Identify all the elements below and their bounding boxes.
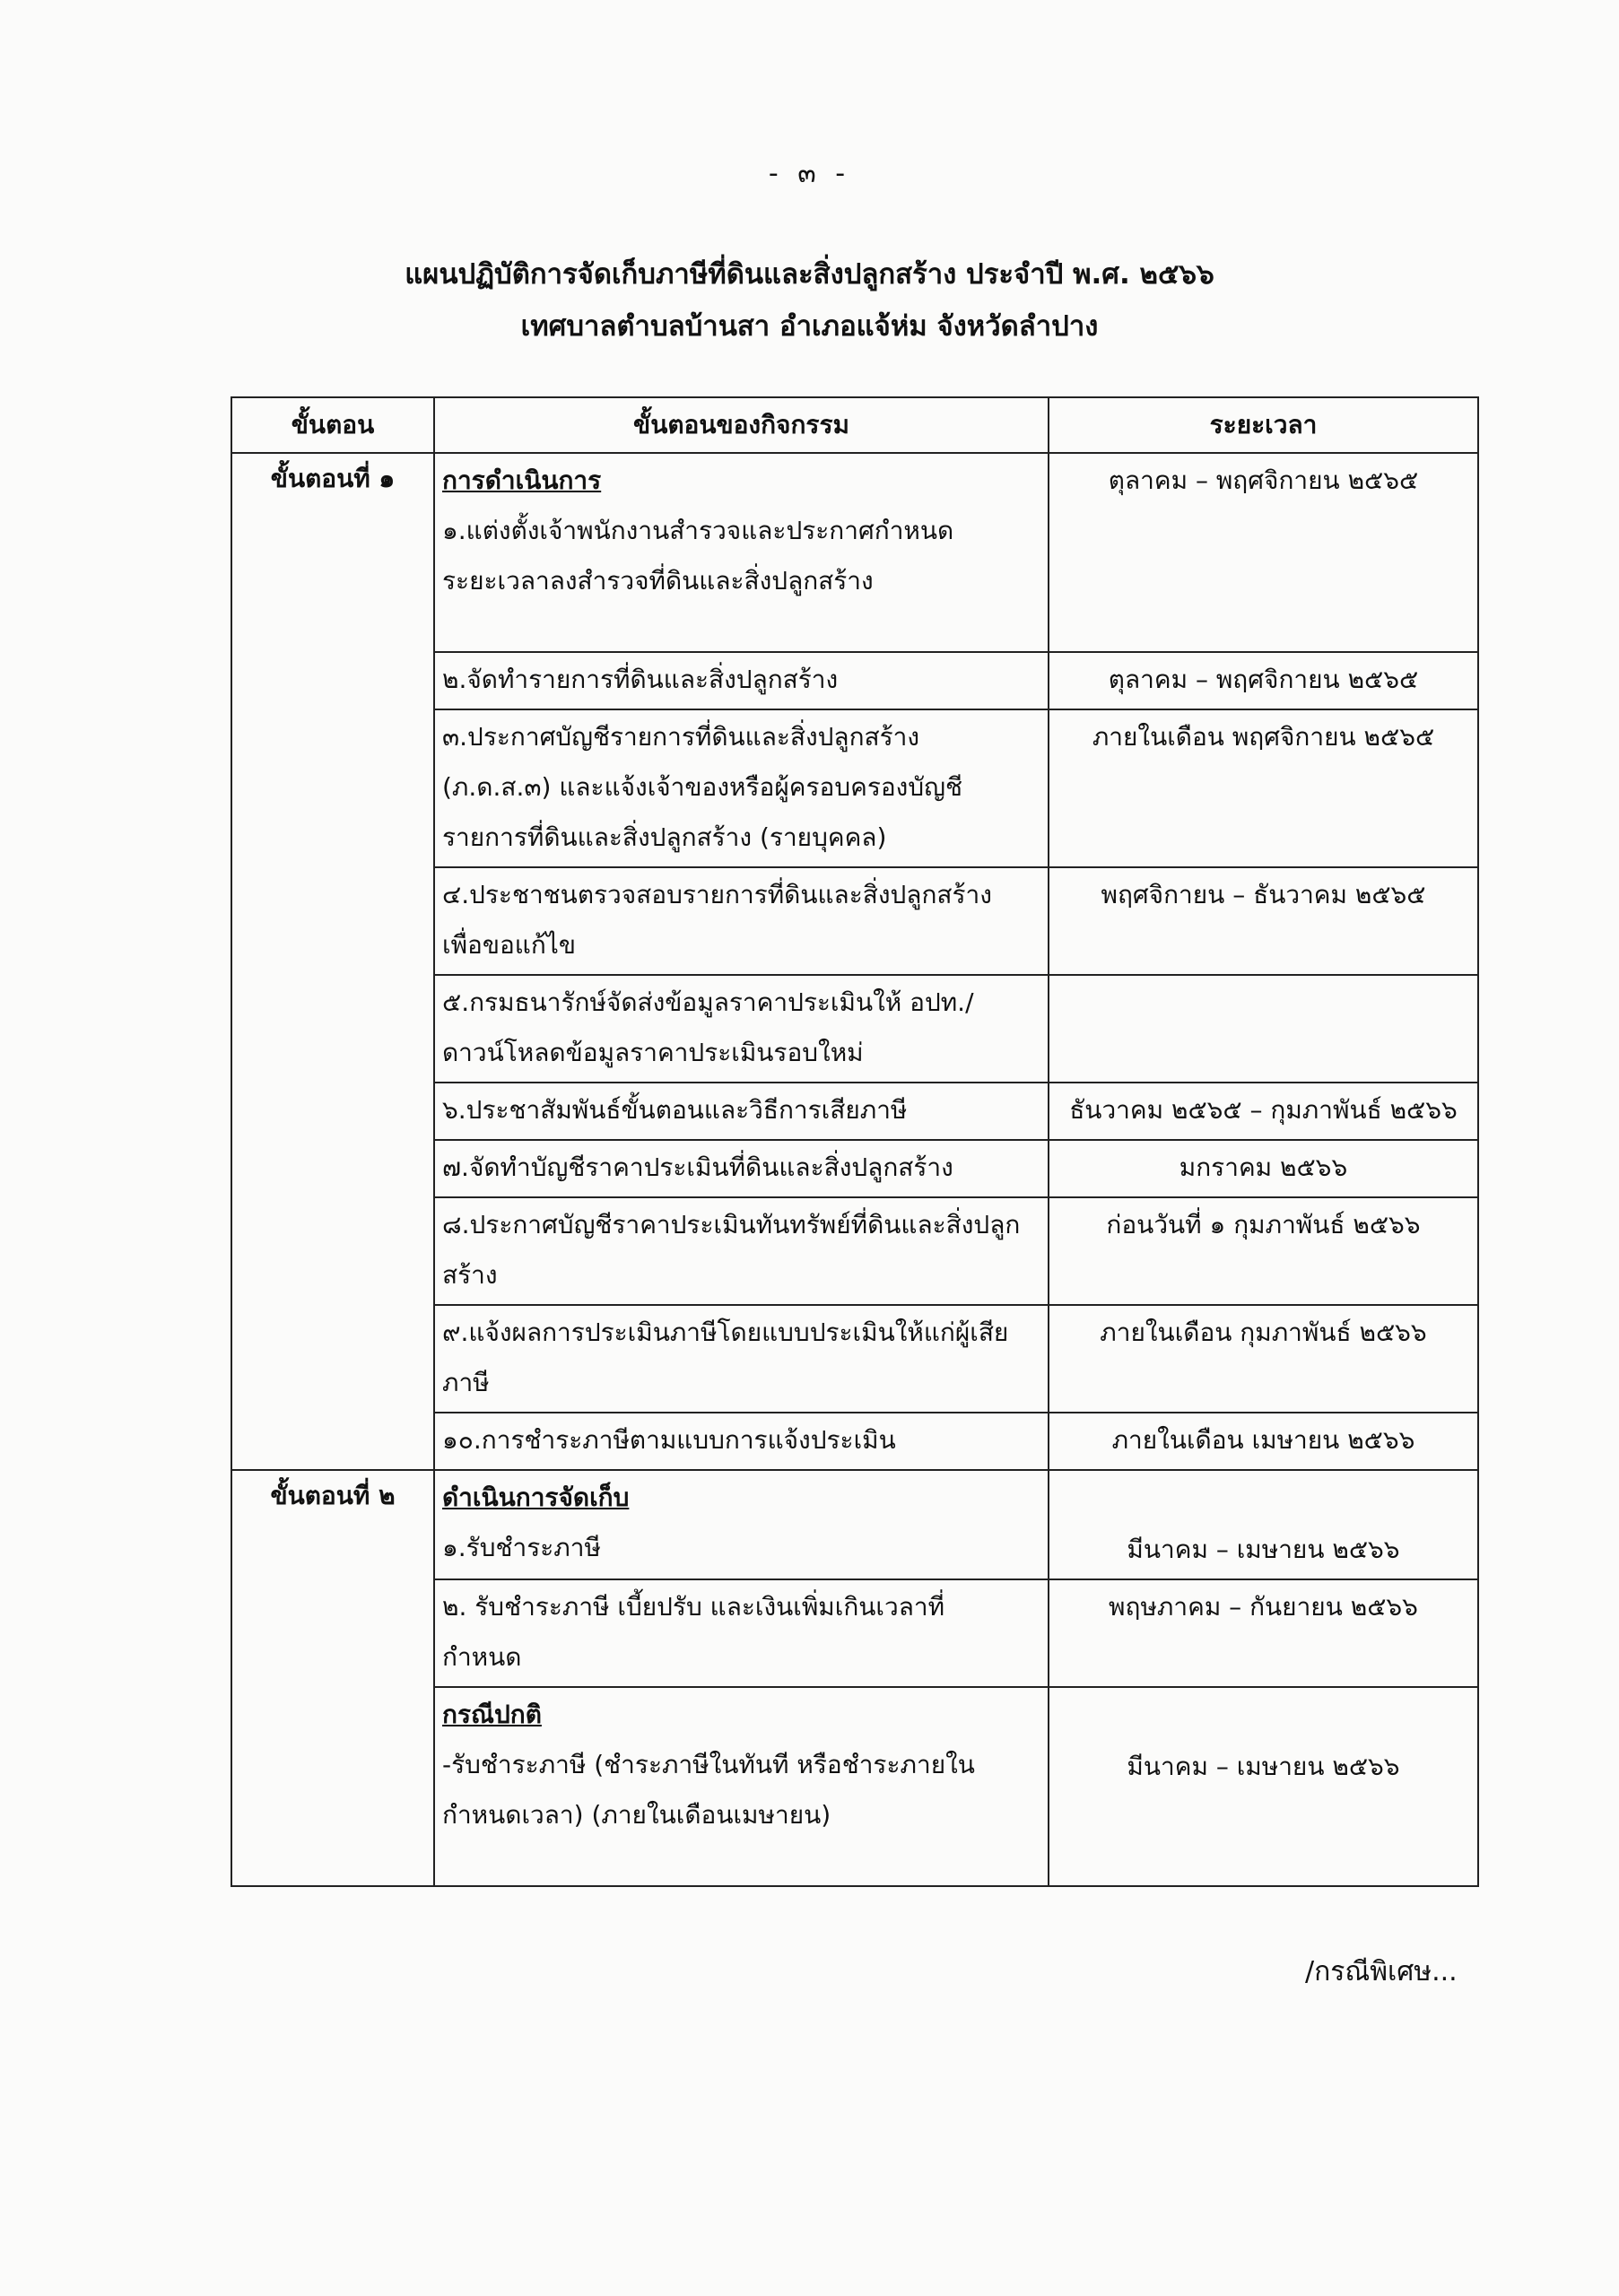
stage-2-heading: ดำเนินการจัดเก็บ [442,1483,630,1512]
activity-line: กำหนดเวลา) (ภายในเดือนเมษายน) [442,1800,831,1830]
activity-line: ๖.ประชาสัมพันธ์ขั้นตอนและวิธีการเสียภาษี [442,1095,908,1125]
activity-cell [434,1687,1049,1886]
activity-cell [434,1305,1049,1413]
period-cell: ธันวาคม ๒๕๖๕ – กุมภาพันธ์ ๒๕๖๖ [1049,1083,1478,1140]
period-cell: พฤศจิกายน – ธันวาคม ๒๕๖๕ [1049,867,1478,975]
table-row [231,1305,1478,1413]
activity-line: ๘.ประกาศบัญชีราคาประเมินทันทรัพย์ที่ดินและสิ่งปลูก [442,1210,1021,1239]
activity-line: (ภ.ด.ส.๓) และแจ้งเจ้าของหรือผู้ครอบครองบัญชี [442,772,962,802]
activity-line: ๕.กรมธนารักษ์จัดส่งข้อมูลราคาประเมินให้ อปท./ [442,987,974,1017]
activity-cell [434,1140,1049,1197]
table-header-row [231,397,1478,453]
table-row [231,1413,1478,1470]
activity-line: ๑.รับชำระภาษี [442,1533,601,1562]
action-plan-table [231,396,1479,1887]
header-period: ระยะเวลา [1049,397,1478,453]
header-activity: ขั้นตอนของกิจกรรม [434,397,1049,453]
activity-cell [434,975,1049,1083]
activity-line: -รับชำระภาษี (ชำระภาษีในทันที หรือชำระภายใน [442,1750,975,1779]
period-cell: มกราคม ๒๕๖๖ [1049,1140,1478,1197]
activity-cell [434,709,1049,867]
activity-cell [434,453,1049,652]
period-cell: ตุลาคม – พฤศจิกายน ๒๕๖๕ [1049,453,1478,652]
activity-cell [434,1579,1049,1687]
activity-cell [434,1413,1049,1470]
activity-cell [434,1197,1049,1305]
period-cell: ภายในเดือน กุมภาพันธ์ ๒๕๖๖ [1049,1305,1478,1413]
activity-line: ๑๐.การชำระภาษีตามแบบการแจ้งประเมิน [442,1425,896,1455]
activity-line: ๒.จัดทำรายการที่ดินและสิ่งปลูกสร้าง [442,665,839,694]
activity-line: ๒. รับชำระภาษี เบี้ยปรับ และเงินเพิ่มเกินเวลาที่ [442,1592,945,1622]
period-cell: มีนาคม – เมษายน ๒๕๖๖ [1049,1470,1478,1579]
normal-case-heading: กรณีปกติ [442,1700,542,1729]
table-row [231,453,1478,652]
table-row [231,1140,1478,1197]
stage-2-label: ขั้นตอนที่ ๒ [231,1470,434,1579]
activity-line: ระยะเวลาลงสำรวจที่ดินและสิ่งปลูกสร้าง [442,566,874,596]
activity-line: กำหนด [442,1642,522,1672]
period-cell: ก่อนวันที่ ๑ กุมภาพันธ์ ๒๕๖๖ [1049,1197,1478,1305]
stage-1-label: ขั้นตอนที่ ๑ [231,453,434,652]
activity-line: สร้าง [442,1260,498,1290]
activity-line: รายการที่ดินและสิ่งปลูกสร้าง (รายบุคคล) [442,822,887,852]
period-cell: ตุลาคม – พฤศจิกายน ๒๕๖๕ [1049,652,1478,709]
period-cell: ภายในเดือน พฤศจิกายน ๒๕๖๕ [1049,709,1478,867]
document-subtitle: เทศบาลตำบลบ้านสา อำเภอแจ้ห่ม จังหวัดลำปาง [520,310,1099,343]
table-row [231,867,1478,975]
activity-line: ๙.แจ้งผลการประเมินภาษีโดยแบบประเมินให้แก่ผู้เสีย [442,1318,1009,1347]
activity-line: ๗.จัดทำบัญชีราคาประเมินที่ดินและสิ่งปลูกสร้าง [442,1152,953,1182]
period-cell: ภายในเดือน เมษายน ๒๕๖๖ [1049,1413,1478,1470]
activity-line: เพื่อขอแก้ไข [442,930,577,960]
period-cell: มีนาคม – เมษายน ๒๕๖๖ [1049,1687,1478,1886]
document-title: แผนปฏิบัติการจัดเก็บภาษีที่ดินและสิ่งปลูกสร้าง ประจำปี พ.ศ. ๒๕๖๖ [405,258,1214,291]
table-row [231,709,1478,867]
activity-line: ๓.ประกาศบัญชีรายการที่ดินและสิ่งปลูกสร้าง [442,722,920,752]
table-row [231,1579,1478,1687]
activity-line: ดาวน์โหลดข้อมูลราคาประเมินรอบใหม่ [442,1038,864,1067]
activity-cell [434,1083,1049,1140]
activity-cell [434,1470,1049,1579]
table-row [231,652,1478,709]
activity-cell [434,867,1049,975]
stage-1-heading: การดำเนินการ [442,465,602,495]
table-row [231,1197,1478,1305]
activity-line: ภาษี [442,1368,490,1397]
activity-line: ๔.ประชาชนตรวจสอบรายการที่ดินและสิ่งปลูกสร้าง [442,880,992,909]
table-row [231,1687,1478,1886]
table-row [231,975,1478,1083]
period-cell [1049,975,1478,1083]
page-number: - ๓ - [768,158,851,189]
period-cell: พฤษภาคม – กันยายน ๒๕๖๖ [1049,1579,1478,1687]
activity-line: ๑.แต่งตั้งเจ้าพนักงานสำรวจและประกาศกำหนด [442,516,954,545]
continuation-note: /กรณีพิเศษ... [1305,1956,1458,1987]
header-stage: ขั้นตอน [231,397,434,453]
table-row [231,1083,1478,1140]
table-row [231,1470,1478,1579]
activity-cell [434,652,1049,709]
